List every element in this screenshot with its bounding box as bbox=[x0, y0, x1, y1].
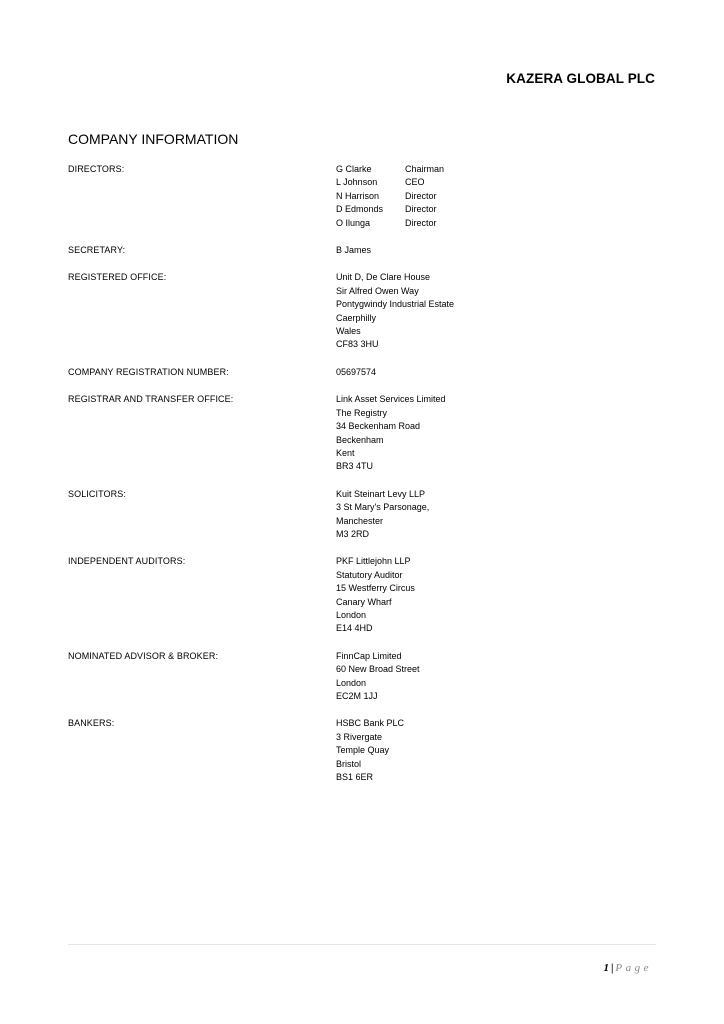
director-role: Director bbox=[405, 190, 437, 201]
info-value-line: Link Asset Services Limited bbox=[336, 394, 446, 405]
info-label: DIRECTORS: bbox=[68, 164, 125, 174]
page-number-value: 1 bbox=[603, 962, 609, 974]
info-value-line: 3 St Mary's Parsonage, bbox=[336, 502, 430, 513]
page-number bbox=[603, 962, 652, 974]
info-row bbox=[68, 717, 658, 784]
info-value-line: HSBC Bank PLC bbox=[336, 718, 405, 729]
director-role: Director bbox=[405, 217, 437, 228]
info-label: REGISTERED OFFICE: bbox=[68, 272, 167, 283]
info-value-line: Bristol bbox=[336, 758, 362, 769]
info-row bbox=[68, 393, 658, 473]
director-name: L Johnson bbox=[336, 177, 378, 188]
info-value-line: Beckenham bbox=[336, 434, 384, 445]
info-value bbox=[336, 555, 415, 635]
info-value-line: London bbox=[336, 677, 367, 688]
page-word: Page bbox=[615, 962, 652, 974]
info-value-line: 34 Beckenham Road bbox=[336, 421, 421, 432]
info-label: SOLICITORS: bbox=[68, 488, 126, 499]
info-label: NOMINATED ADVISOR & BROKER: bbox=[68, 650, 219, 661]
info-row bbox=[68, 650, 658, 704]
info-label: INDEPENDENT AUDITORS: bbox=[68, 556, 186, 567]
info-row-directors bbox=[68, 163, 658, 230]
info-value bbox=[336, 366, 376, 379]
info-value-line: EC2M 1JJ bbox=[336, 691, 378, 701]
info-value-line: M3 2RD bbox=[336, 528, 370, 539]
director-row bbox=[336, 217, 444, 230]
info-label: REGISTRAR AND TRANSFER OFFICE: bbox=[68, 394, 234, 405]
info-row bbox=[68, 555, 658, 635]
info-value bbox=[336, 650, 420, 704]
info-value-line: Sir Alfred Owen Way bbox=[336, 285, 419, 296]
company-info-list bbox=[68, 163, 658, 798]
info-value-line: E14 4HD bbox=[336, 623, 373, 634]
info-value bbox=[336, 271, 454, 351]
info-row bbox=[68, 366, 658, 379]
info-value-line: Pontygwindy Industrial Estate bbox=[336, 299, 455, 310]
info-value-line: Statutory Auditor bbox=[336, 569, 403, 580]
info-value-line: Manchester bbox=[336, 515, 384, 526]
info-value-line: London bbox=[336, 609, 367, 620]
info-value bbox=[336, 488, 429, 542]
director-row bbox=[336, 163, 444, 176]
info-row bbox=[68, 271, 658, 351]
director-name: G Clarke bbox=[336, 164, 372, 174]
info-value-line: 05697574 bbox=[336, 366, 377, 377]
info-value-line: 60 New Broad Street bbox=[336, 664, 420, 675]
director-role: CEO bbox=[405, 177, 425, 188]
info-entries bbox=[68, 244, 658, 784]
info-value-line: PKF Littlejohn LLP bbox=[336, 556, 411, 567]
info-value-line: B James bbox=[336, 245, 372, 256]
info-value-line: BR3 4TU bbox=[336, 461, 374, 472]
info-row bbox=[68, 244, 658, 257]
info-label: SECRETARY: bbox=[68, 245, 126, 256]
info-value-line: Temple Quay bbox=[336, 745, 390, 756]
info-value-line: Kuit Steinart Levy LLP bbox=[336, 488, 426, 499]
info-value-line: CF83 3HU bbox=[336, 339, 379, 350]
directors-list bbox=[336, 163, 444, 230]
info-value-line: Wales bbox=[336, 326, 361, 337]
info-label: COMPANY REGISTRATION NUMBER: bbox=[68, 366, 229, 377]
director-row bbox=[336, 203, 444, 216]
info-value-line: FinnCap Limited bbox=[336, 650, 402, 661]
info-value-line: BS1 6ER bbox=[336, 772, 374, 783]
info-row bbox=[68, 488, 658, 542]
info-value-line: 15 Westferry Circus bbox=[336, 583, 415, 594]
info-value-line: The Registry bbox=[336, 407, 388, 418]
page-separator: | bbox=[610, 962, 614, 974]
info-value-line: Unit D, De Clare House bbox=[336, 272, 431, 283]
director-name: N Harrison bbox=[336, 190, 380, 201]
company-name: KAZERA GLOBAL PLC bbox=[506, 71, 655, 86]
director-row bbox=[336, 176, 444, 189]
director-name: D Edmonds bbox=[336, 204, 384, 215]
info-value bbox=[336, 393, 446, 473]
info-value-line: Kent bbox=[336, 447, 355, 458]
info-value bbox=[336, 244, 371, 257]
info-value-line: 3 Rivergate bbox=[336, 731, 383, 742]
director-role: Director bbox=[405, 204, 437, 215]
section-title: COMPANY INFORMATION bbox=[68, 131, 239, 147]
director-role: Chairman bbox=[405, 164, 445, 174]
info-value bbox=[336, 717, 404, 784]
info-value-line: Canary Wharf bbox=[336, 596, 392, 607]
director-row bbox=[336, 190, 444, 203]
info-label: BANKERS: bbox=[68, 718, 115, 729]
footer-divider bbox=[68, 944, 656, 945]
info-value-line: Caerphilly bbox=[336, 312, 377, 323]
director-name: O Ilunga bbox=[336, 217, 371, 228]
